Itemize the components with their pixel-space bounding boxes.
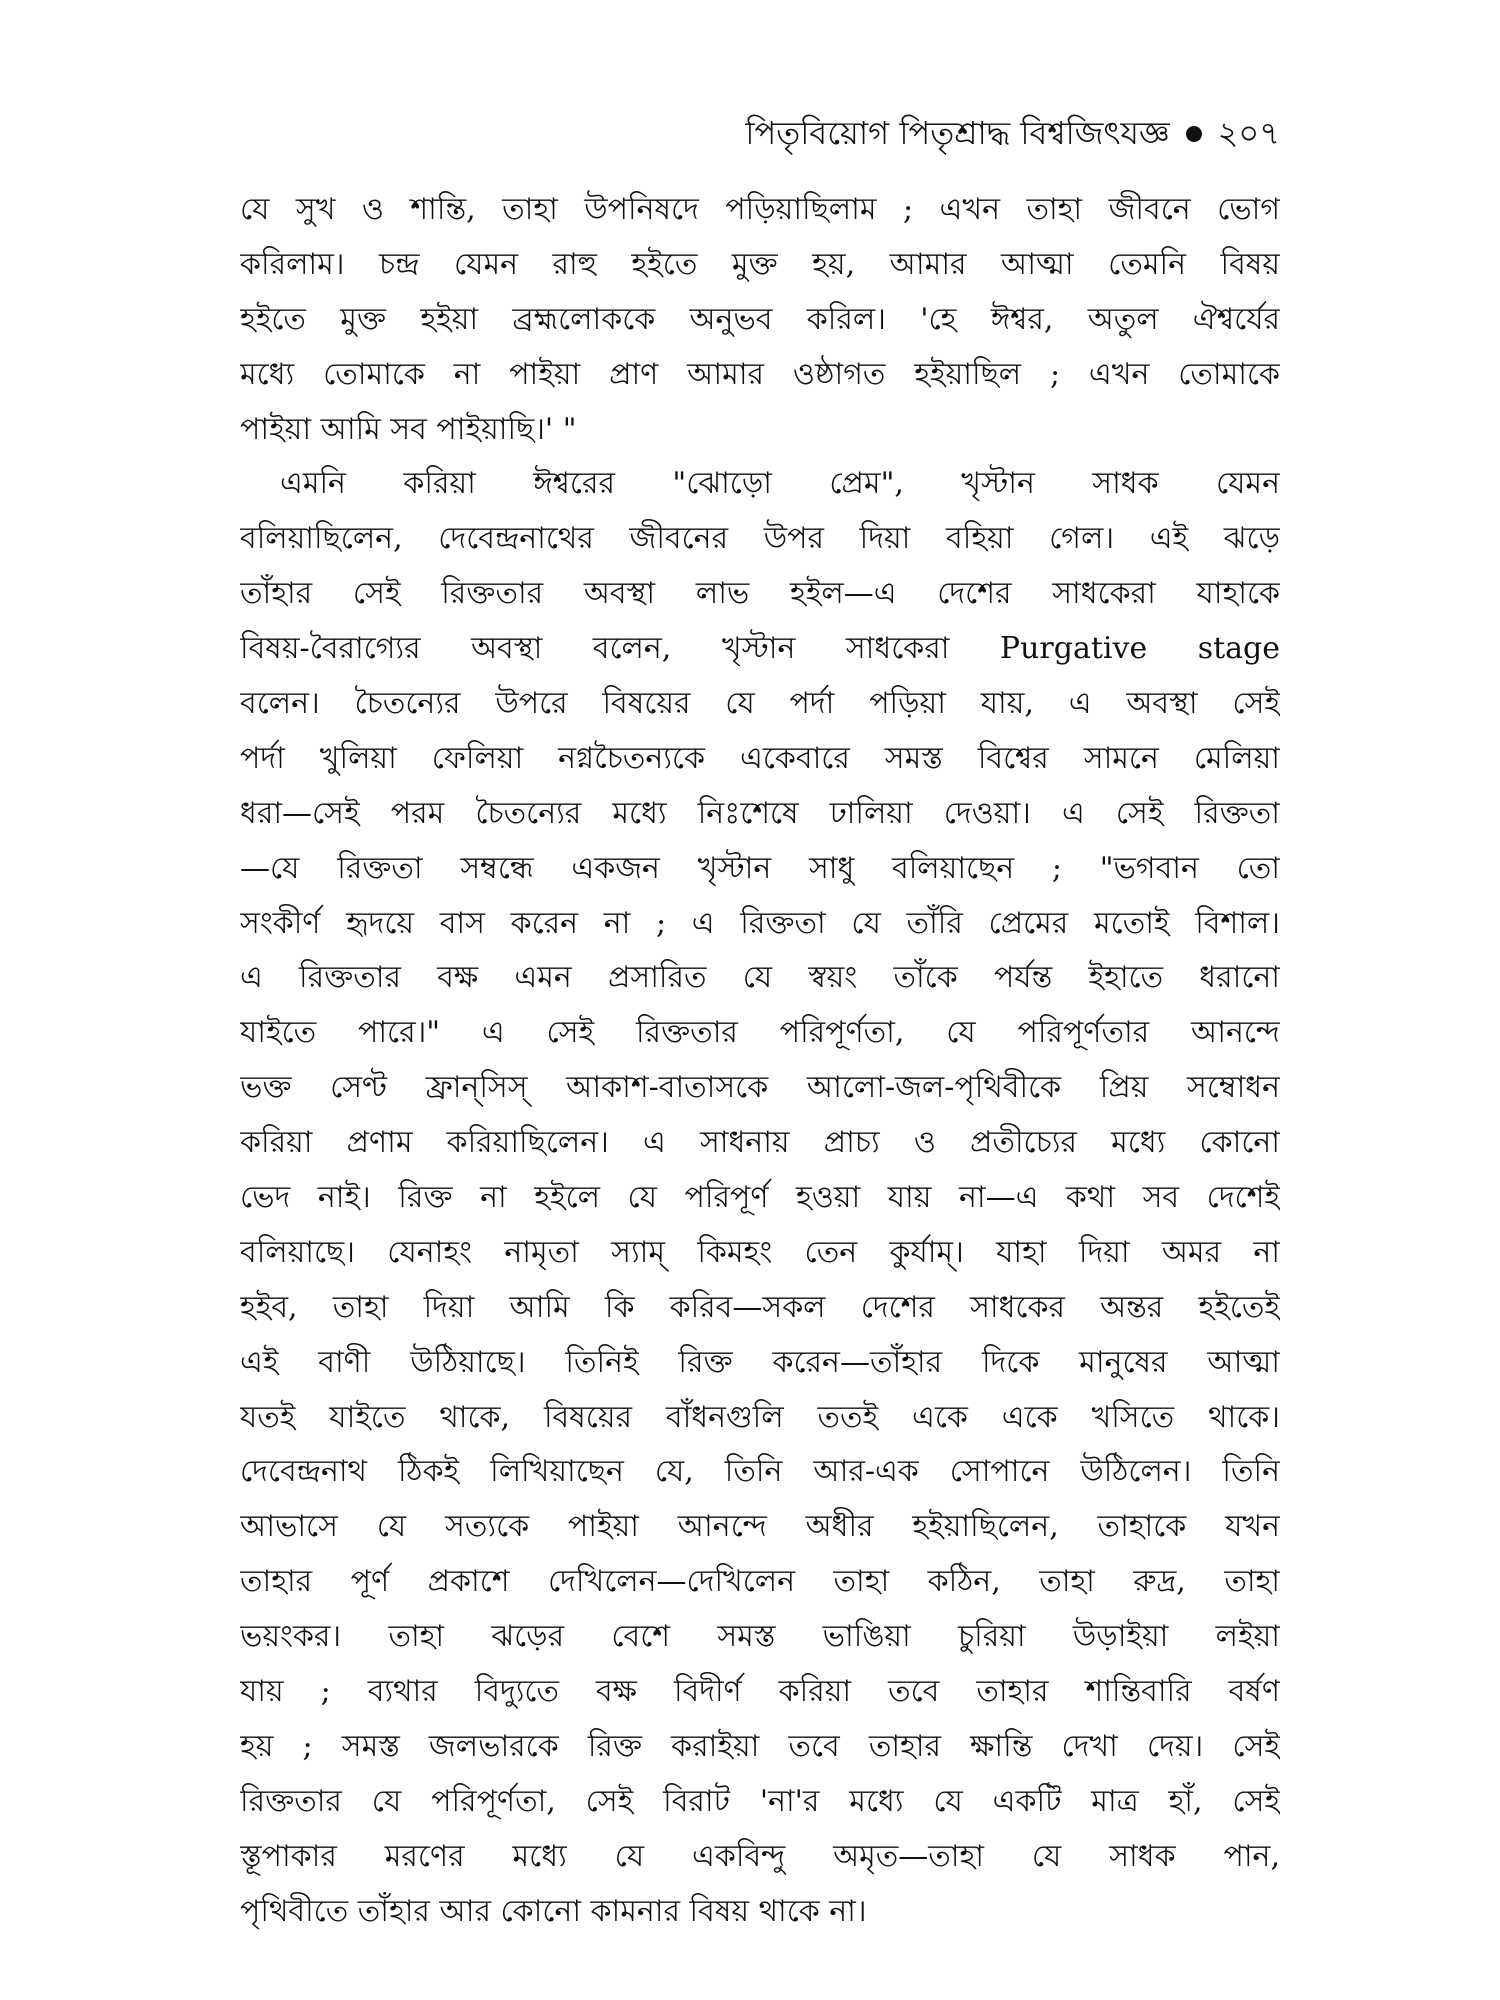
text-line: যতই যাইতে থাকে, বিষয়ের বাঁধনগুলি ততই একে একে খসিতে থাকে। xyxy=(240,1399,1280,1435)
text-line: যে সুখ ও শান্তি, তাহা উপনিষদে পড়িয়াছিলাম ; এখন তাহা জীবনে ভোগ xyxy=(240,192,1280,227)
text-line: হইব, তাহা দিয়া আমি কি করিব—সকল দেশের সাধকের অন্তর হইতেই xyxy=(240,1289,1280,1325)
text-line: বলিয়াছে। যেনাহং নামৃতা স্যাম্‌ কিমহং তেন কুর্যাম্‌। যাহা দিয়া অমর না xyxy=(240,1234,1280,1270)
text-line: ভয়ংকর। তাহা ঝড়ের বেশে সমস্ত ভাঙিয়া চুরিয়া উড়াইয়া লইয়া xyxy=(240,1619,1280,1655)
body-text xyxy=(240,183,1280,1940)
page-number: ২০৭ xyxy=(1217,114,1280,152)
text-line: স্তূপাকার মরণের মধ্যে যে একবিন্দু অমৃত—তাহা যে সাধক পান, xyxy=(240,1838,1280,1874)
running-header xyxy=(240,108,1280,158)
text-line: রিক্ততার যে পরিপূর্ণতা, সেই বিরাট 'না'র মধ্যে যে একটি মাত্র হাঁ, সেই xyxy=(240,1783,1280,1819)
bullet-separator xyxy=(1186,126,1202,142)
text-line: এমনি করিয়া ঈশ্বরের "ঝোড়ো প্রেম", খৃস্টান সাধক যেমন xyxy=(280,466,1280,502)
text-line: এই বাণী উঠিয়াছে। তিনিই রিক্ত করেন—তাঁহার দিকে মানুষের আত্মা xyxy=(240,1344,1280,1380)
text-line: মধ্যে তোমাকে না পাইয়া প্রাণ আমার ওষ্ঠাগত হইয়াছিল ; এখন তোমাকে xyxy=(240,356,1280,392)
text-line: হইতে মুক্ত হইয়া ব্রহ্মলোককে অনুভব করিল। 'হে ঈশ্বর, অতুল ঐশ্বর্যের xyxy=(240,301,1280,337)
text-line: ভক্ত সেণ্ট ফ্রান্‌সিস্‌ আকাশ-বাতাসকে আলো-জল-পৃথিবীকে প্রিয় সম্বোধন xyxy=(240,1070,1280,1106)
text-line: তাহার পূর্ণ প্রকাশে দেখিলেন—দেখিলেন তাহা কঠিন, তাহা রুদ্র, তাহা xyxy=(240,1564,1280,1600)
text-line: সংকীর্ণ হৃদয়ে বাস করেন না ; এ রিক্ততা যে তাঁরি প্রেমের মতোই বিশাল। xyxy=(240,905,1280,941)
text-line: এ রিক্ততার বক্ষ এমন প্রসারিত যে স্বয়ং তাঁকে পর্যন্ত ইহাতে ধরানো xyxy=(240,960,1280,996)
text-line: যাইতে পারে।" এ সেই রিক্ততার পরিপূর্ণতা, যে পরিপূর্ণতার আনন্দে xyxy=(240,1015,1280,1051)
text-line: তাঁহার সেই রিক্ততার অবস্থা লাভ হইল—এ দেশের সাধকেরা যাহাকে xyxy=(240,576,1280,612)
text-line: দেবেন্দ্রনাথ ঠিকই লিখিয়াছেন যে, তিনি আর-এক সোপানে উঠিলেন। তিনি xyxy=(240,1454,1280,1490)
text-line: পৃথিবীতে তাঁহার আর কোনো কামনার বিষয় থাকে না। xyxy=(240,1893,867,1929)
text-line: পাইয়া আমি সব পাইয়াছি।' " xyxy=(240,411,577,447)
text-line: করিলাম। চন্দ্র যেমন রাহু হইতে মুক্ত হয়, আমার আত্মা তেমনি বিষয় xyxy=(240,246,1280,282)
text-line: পর্দা খুলিয়া ফেলিয়া নগ্নচৈতন্যকে একেবারে সমস্ত বিশ্বের সামনে মেলিয়া xyxy=(240,740,1280,776)
text-line: —যে রিক্ততা সম্বন্ধে একজন খৃস্টান সাধু বলিয়াছেন ; "ভগবান তো xyxy=(240,850,1280,886)
text-line: বলিয়াছিলেন, দেবেন্দ্রনাথের জীবনের উপর দিয়া বহিয়া গেল। এই ঝড়ে xyxy=(240,521,1280,557)
text-line: যায় ; ব্যথার বিদ্যুতে বক্ষ বিদীর্ণ করিয়া তবে তাহার শান্তিবারি বর্ষণ xyxy=(240,1674,1280,1710)
text-line: বলেন। চৈতন্যের উপরে বিষয়ের যে পর্দা পড়িয়া যায়, এ অবস্থা সেই xyxy=(240,686,1280,722)
chapter-title: পিতৃবিয়োগ পিতৃশ্রাদ্ধ বিশ্বজিৎযজ্ঞ xyxy=(745,114,1170,152)
text-line: করিয়া প্রণাম করিয়াছিলেন। এ সাধনায় প্রাচ্য ও প্রতীচ্যের মধ্যে কোনো xyxy=(240,1125,1280,1161)
text-line: হয় ; সমস্ত জলভারকে রিক্ত করাইয়া তবে তাহার ক্ষান্তি দেখা দেয়। সেই xyxy=(240,1728,1280,1764)
text-line: বিষয়-বৈরাগ্যের অবস্থা বলেন, খৃস্টান সাধকেরা Purgative stage xyxy=(240,631,1280,667)
text-line: ধরা—সেই পরম চৈতন্যের মধ্যে নিঃশেষে ঢালিয়া দেওয়া। এ সেই রিক্ততা xyxy=(240,795,1280,831)
text-line: আভাসে যে সত্যকে পাইয়া আনন্দে অধীর হইয়াছিলেন, তাহাকে যখন xyxy=(240,1509,1280,1545)
text-line: ভেদ নাই। রিক্ত না হইলে যে পরিপূর্ণ হওয়া যায় না—এ কথা সব দেশেই xyxy=(240,1180,1280,1216)
